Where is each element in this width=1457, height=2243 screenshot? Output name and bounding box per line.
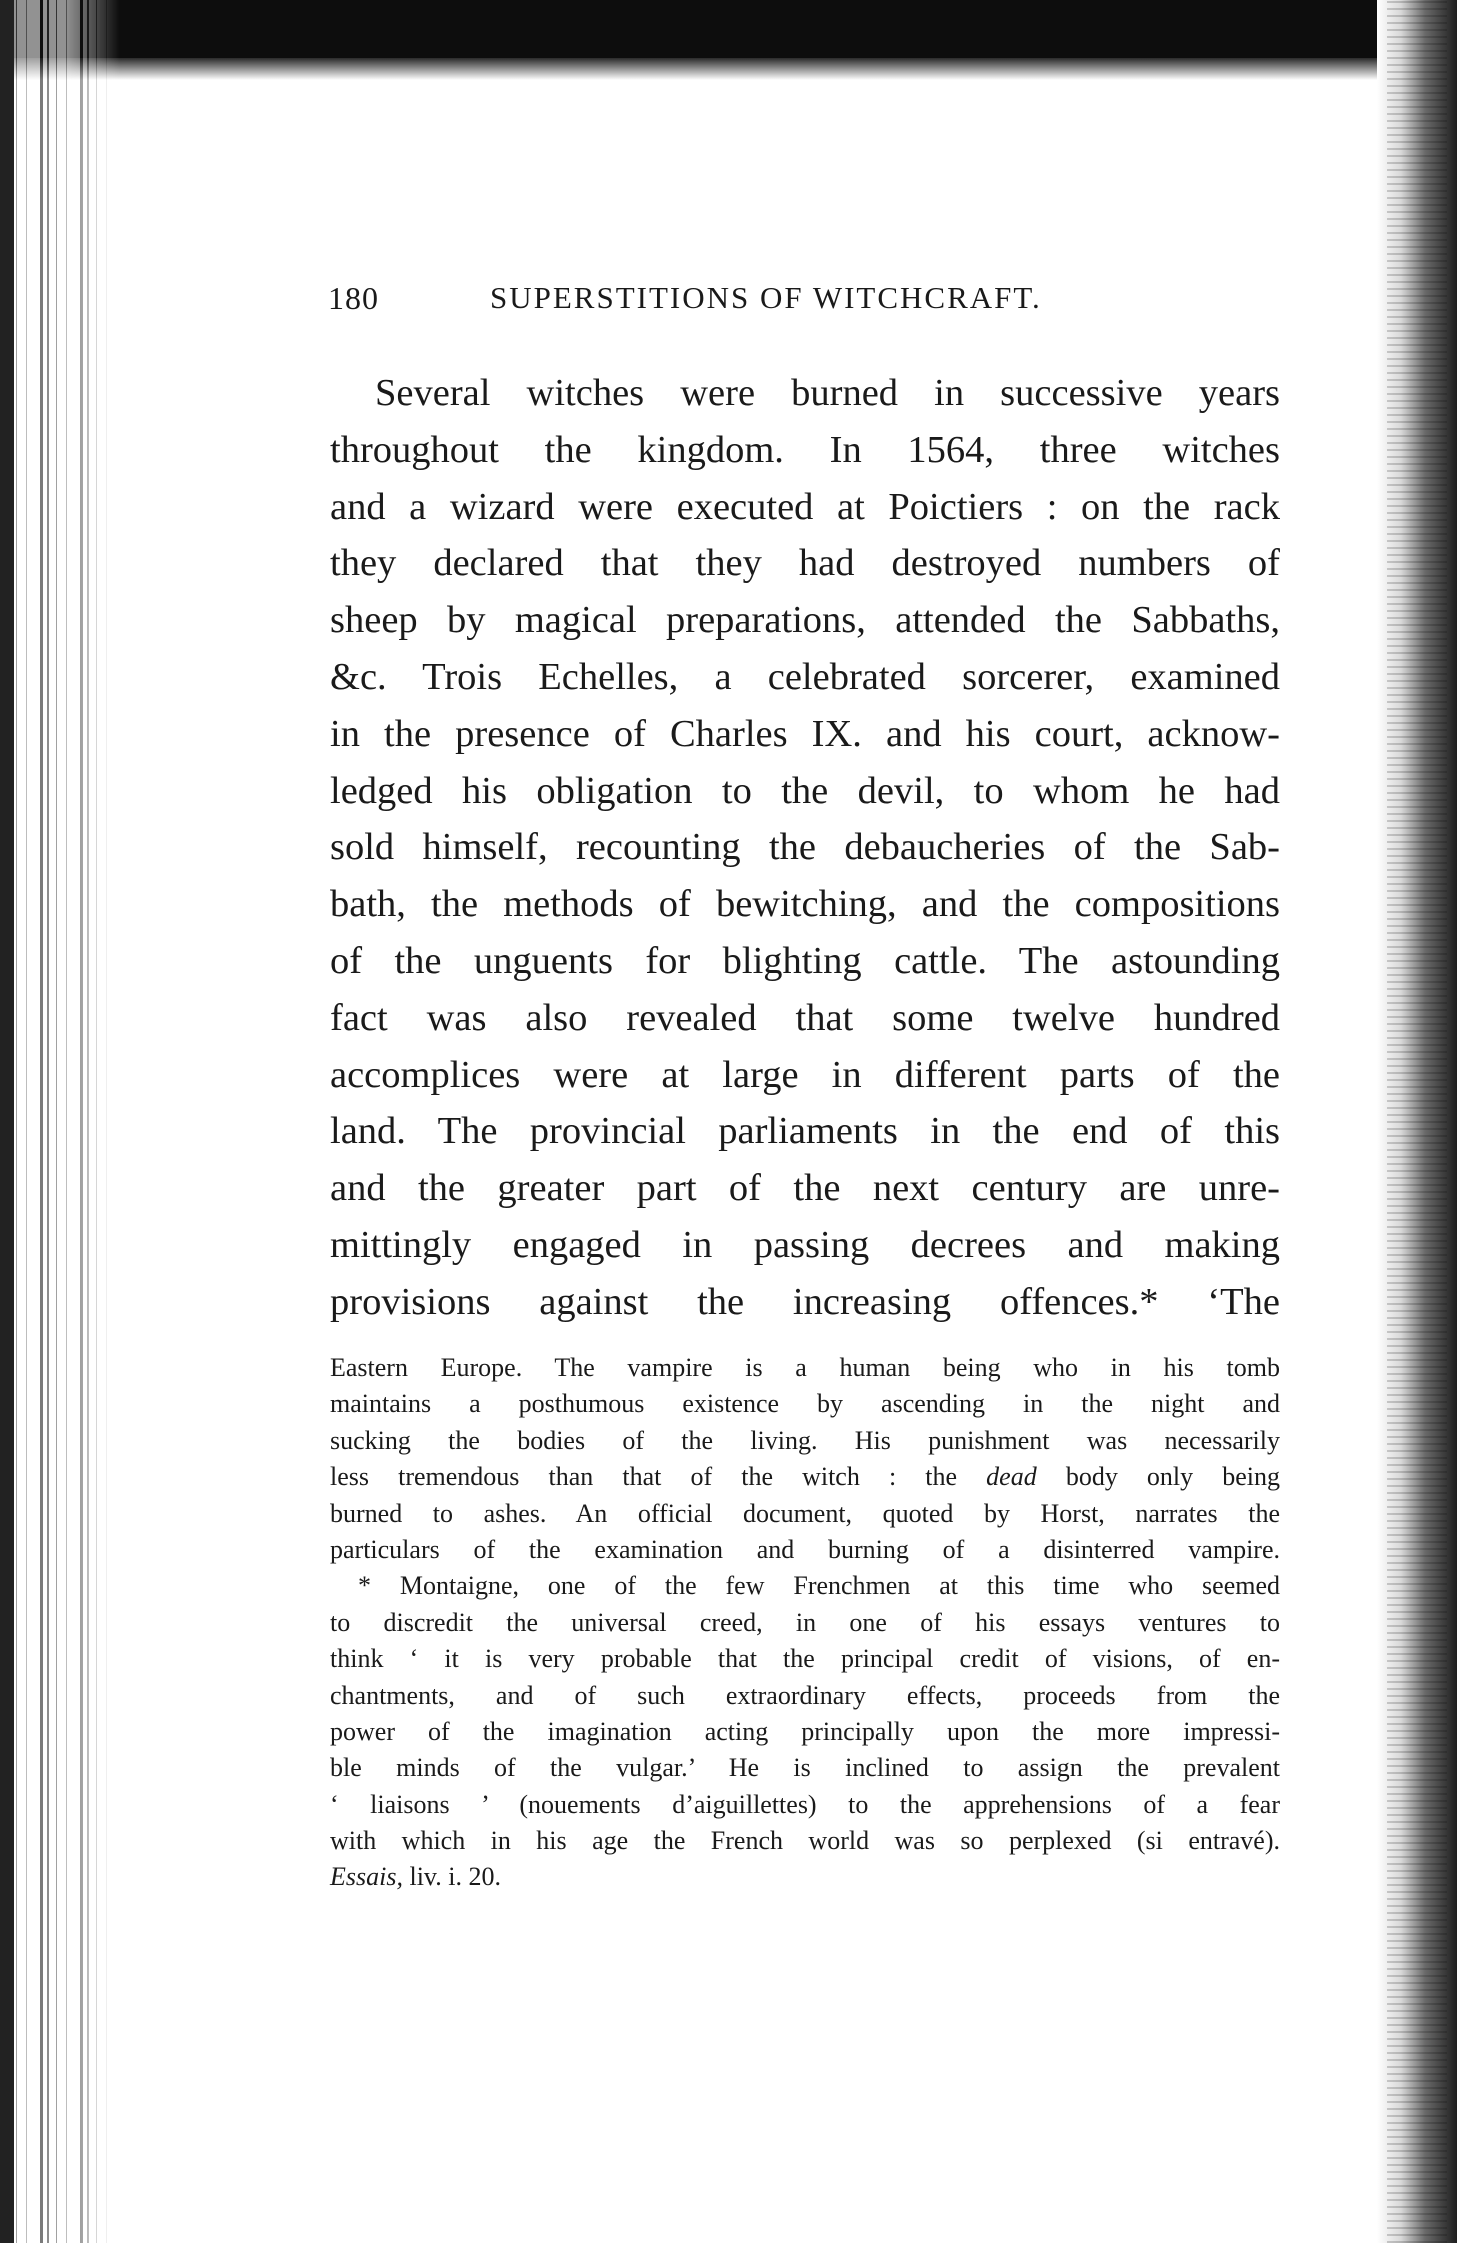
footnote-citation bbox=[330, 1859, 1280, 1895]
body-line: in the presence of Charles IX. and his court, acknow- bbox=[330, 712, 1280, 755]
body-line: and a wizard were executed at Poictiers : on the rack bbox=[330, 485, 1280, 528]
citation-ref: liv. i. 20. bbox=[409, 1862, 501, 1892]
body-line: they declared that they had destroyed numbers of bbox=[330, 542, 1280, 585]
running-head bbox=[328, 280, 1328, 324]
footnote-line: with which in his age the French world was so perplexed (si entravé). bbox=[330, 1826, 1280, 1856]
scan-gutter-left bbox=[0, 0, 120, 2243]
footnote-line: * Montaigne, one of the few Frenchmen at this time who seemed bbox=[358, 1571, 1280, 1601]
page-edge-speckle-right bbox=[1387, 0, 1447, 2243]
citation-title: Essais, bbox=[330, 1862, 403, 1892]
footnote-line: sucking the bodies of the living. His punishment was necessarily bbox=[330, 1425, 1280, 1455]
page-number: 180 bbox=[328, 280, 379, 316]
footnote-italic: dead bbox=[986, 1462, 1037, 1492]
body-line: sheep by magical preparations, attended the Sabbaths, bbox=[330, 599, 1280, 642]
footnotes bbox=[330, 1350, 1280, 1896]
body-line: bath, the methods of bewitching, and the compositions bbox=[330, 883, 1280, 926]
body-line: land. The provincial parliaments in the end of this bbox=[330, 1110, 1280, 1153]
body-line: provisions against the increasing offences.* ‘The bbox=[330, 1280, 1280, 1323]
body-line: and the greater part of the next century are unre- bbox=[330, 1167, 1280, 1210]
footnote-line: particulars of the examination and burning of a disinterred vampire. bbox=[330, 1534, 1280, 1564]
footnote-text: less tremendous than that of the witch : the bbox=[330, 1462, 958, 1492]
footnote-line: ble minds of the vulgar.’ He is inclined to assign the prevalent bbox=[330, 1753, 1280, 1783]
footnote-line: to discredit the universal creed, in one of his essays ventures to bbox=[330, 1607, 1280, 1637]
body-line: sold himself, recounting the debaucheries of the Sab- bbox=[330, 826, 1280, 869]
body-line: of the unguents for blighting cattle. The astounding bbox=[330, 939, 1280, 982]
scan-edge-left bbox=[0, 0, 14, 2243]
footnote-line: power of the imagination acting principally upon the more impressi- bbox=[330, 1716, 1280, 1746]
body-line: ledged his obligation to the devil, to whom he had bbox=[330, 769, 1280, 812]
footnote-line: ‘ liaisons ’ (nouements d’aiguillettes) to the apprehensions of a fear bbox=[330, 1789, 1280, 1819]
scan-binding-fade bbox=[0, 58, 1457, 80]
body-line: Several witches were burned in successive years bbox=[375, 372, 1280, 414]
footnote-line bbox=[330, 1459, 1280, 1495]
body-line: &c. Trois Echelles, a celebrated sorcerer, examined bbox=[330, 655, 1280, 698]
body-line: fact was also revealed that some twelve hundred bbox=[330, 996, 1280, 1039]
body-line: throughout the kingdom. In 1564, three witches bbox=[330, 428, 1280, 471]
body-paragraph bbox=[330, 365, 1280, 1331]
footnote-text: body only being bbox=[1065, 1462, 1281, 1492]
footnote-line: maintains a posthumous existence by ascending in the night and bbox=[330, 1389, 1280, 1419]
scan-binding-top bbox=[0, 0, 1457, 58]
footnote-line: burned to ashes. An official document, quoted by Horst, narrates the bbox=[330, 1498, 1280, 1528]
running-title: SUPERSTITIONS OF WITCHCRAFT. bbox=[490, 280, 1042, 315]
body-line: accomplices were at large in different parts of the bbox=[330, 1053, 1280, 1096]
body-line: mittingly engaged in passing decrees and making bbox=[330, 1223, 1280, 1266]
footnote-line: Eastern Europe. The vampire is a human being who in his tomb bbox=[330, 1353, 1280, 1382]
footnote-line: think ‘ it is very probable that the principal credit of visions, of en- bbox=[330, 1644, 1280, 1674]
footnote-line: chantments, and of such extraordinary effects, proceeds from the bbox=[330, 1680, 1280, 1710]
